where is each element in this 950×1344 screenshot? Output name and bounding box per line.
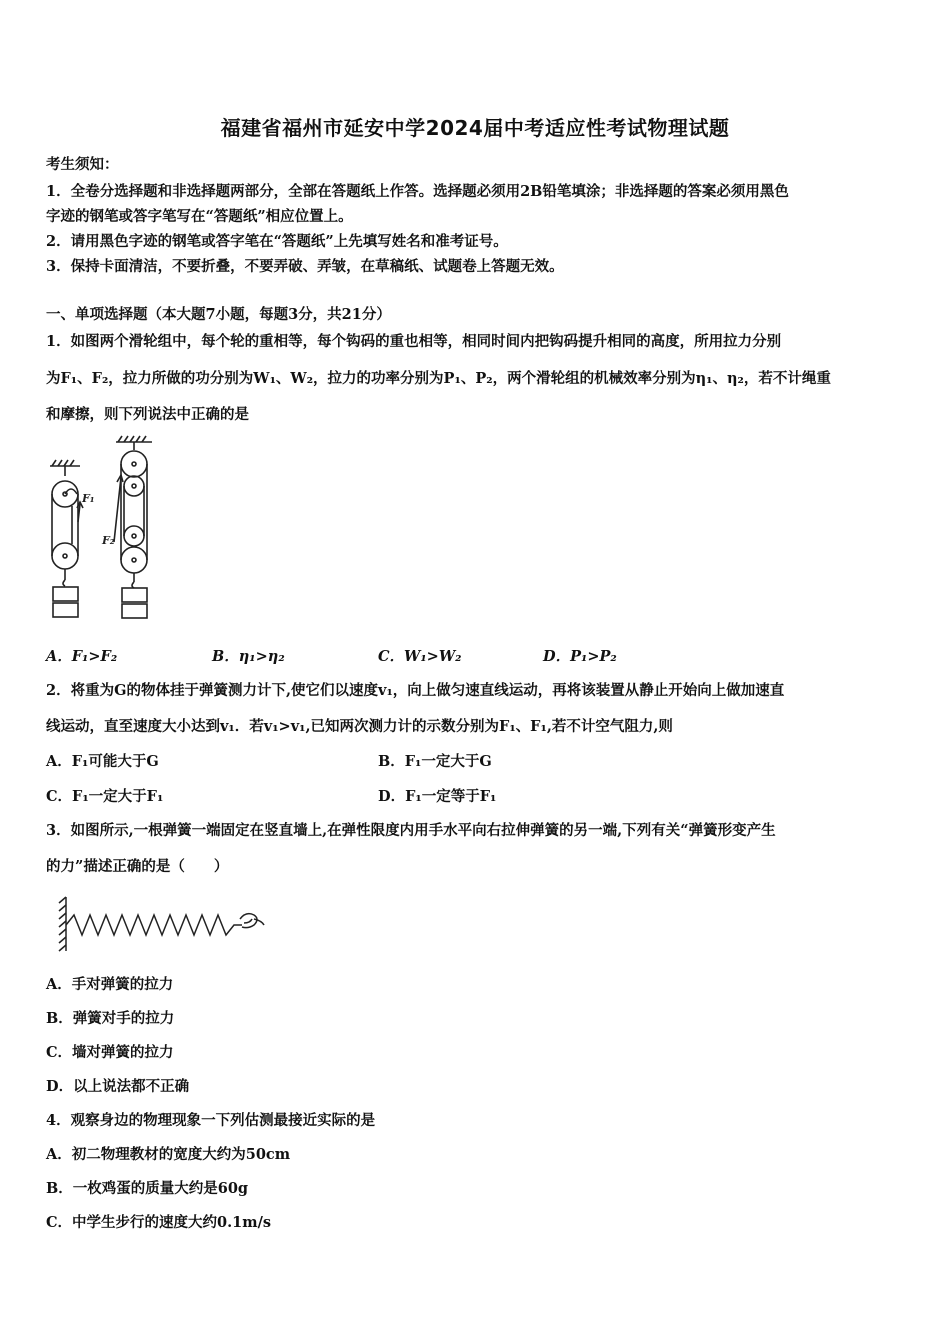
q1-option-a: A．F₁>F₂	[46, 648, 118, 665]
notice-heading: 考生须知：	[46, 156, 119, 173]
q1-option-c: C．W₁>W₂	[378, 648, 462, 665]
q3-option-d: D．以上说法都不正确	[46, 1078, 190, 1095]
notice-item-3: 3．保持卡面清洁，不要折叠，不要弄破、弄皱，在草稿纸、试题卷上答题无效。	[46, 258, 564, 275]
q3-stem-line2: 的力”描述正确的是（ ）	[46, 858, 229, 875]
q3-stem-line1: 3．如图所示,一根弹簧一端固定在竖直墙上,在弹性限度内用手水平向右拉伸弹簧的另一端,下列有关“弹簧形变产生	[46, 822, 776, 839]
pulley-figure	[44, 432, 164, 627]
q2-stem-line2: 线运动，直至速度大小达到v₁．若v₁>v₁,已知两次测力计的示数分别为F₁、F₁,若不计空气阻力,则	[46, 718, 673, 735]
q4-option-c: C．中学生步行的速度大约0.1m/s	[46, 1214, 272, 1231]
q3-option-c: C．墙对弹簧的拉力	[46, 1044, 174, 1061]
notice-item-1b: 字迹的钢笔或答字笔写在“答题纸”相应位置上。	[46, 208, 353, 225]
q2-stem-line1: 2．将重为G的物体挂于弹簧测力计下,使它们以速度v₁，向上做匀速直线运动，再将该装置从静止开始向上做加速直	[46, 682, 785, 699]
label-f2: F₂	[102, 534, 115, 547]
q2-option-b: B．F₁一定大于G	[378, 753, 492, 770]
q3-option-a: A．手对弹簧的拉力	[46, 976, 174, 993]
q4-option-b: B．一枚鸡蛋的质量大约是60g	[46, 1180, 249, 1197]
notice-item-1a: 1．全卷分选择题和非选择题两部分，全部在答题纸上作答。选择题必须用2B铅笔填涂；非选择题的答案必须用黑色	[46, 183, 789, 200]
q2-option-c: C．F₁一定大于F₁	[46, 788, 164, 805]
notice-item-2: 2．请用黑色字迹的钢笔或答字笔在“答题纸”上先填写姓名和准考证号。	[46, 233, 508, 250]
q3-option-b: B．弹簧对手的拉力	[46, 1010, 175, 1027]
q4-option-a: A．初二物理教材的宽度大约为50cm	[46, 1146, 291, 1163]
q1-option-b: B．η₁>η₂	[212, 648, 285, 665]
q1-stem-line2: 为F₁、F₂，拉力所做的功分别为W₁、W₂，拉力的功率分别为P₁、P₂，两个滑轮组的机械效率分别为η₁、η₂，若不计绳重	[46, 370, 831, 387]
section-heading: 一、单项选择题（本大题7小题，每题3分，共21分）	[46, 306, 391, 323]
page-title: 福建省福州市延安中学2024届中考适应性考试物理试题	[220, 116, 730, 140]
label-f1: F₁	[82, 492, 95, 505]
q1-stem-line3: 和摩擦，则下列说法中正确的是	[46, 406, 249, 423]
q2-option-d: D．F₁一定等于F₁	[378, 788, 497, 805]
q4-stem: 4．观察身边的物理现象一下列估测最接近实际的是	[46, 1112, 376, 1129]
q2-option-a: A．F₁可能大于G	[46, 753, 159, 770]
q1-option-d: D．P₁>P₂	[543, 648, 617, 665]
q1-stem-line1: 1．如图两个滑轮组中，每个轮的重相等，每个钩码的重也相等，相同时间内把钩码提升相同的高度，所用拉力分别	[46, 333, 782, 350]
spring-figure	[58, 893, 268, 955]
